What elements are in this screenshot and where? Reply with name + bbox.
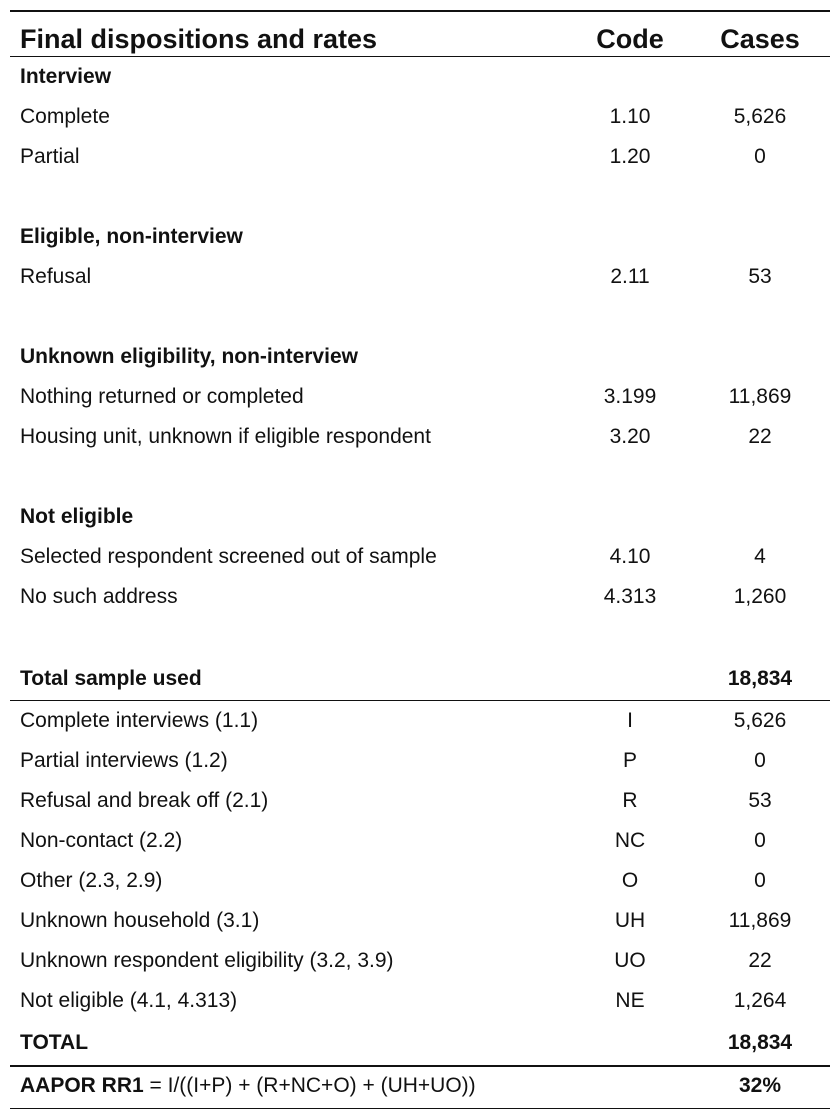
- row-code: O: [621, 869, 639, 892]
- bottom-rule: [10, 1108, 830, 1109]
- table-row: [10, 781, 830, 821]
- row-cases: 11,869: [728, 909, 792, 932]
- row-label: No such address: [20, 585, 178, 608]
- table-row: [10, 861, 830, 901]
- row-code: 3.20: [609, 425, 651, 448]
- table-row: [10, 941, 830, 981]
- row-label: Not eligible (4.1, 4.313): [20, 989, 238, 1012]
- section-title: Not eligible: [20, 505, 134, 528]
- row-code: I: [627, 709, 633, 732]
- section-title: Interview: [20, 65, 112, 88]
- row-code: P: [622, 749, 637, 772]
- row-code: NE: [615, 989, 645, 1012]
- table-header: [10, 19, 830, 59]
- row-label: Partial: [20, 145, 80, 168]
- row-label: Partial interviews (1.2): [20, 749, 228, 772]
- section-interview: [10, 57, 830, 97]
- row-cases: 1,260: [733, 585, 787, 608]
- row-cases: 0: [754, 829, 766, 852]
- row-code: 4.10: [609, 545, 651, 568]
- row-label: Housing unit, unknown if eligible respondent: [20, 425, 431, 448]
- section-eligible-non-interview: [10, 217, 830, 257]
- row-code: 1.10: [609, 105, 651, 128]
- table-row: [10, 537, 830, 577]
- total-sample-row: [10, 659, 830, 699]
- table-row: [10, 981, 830, 1021]
- rate-value: 32%: [738, 1074, 782, 1097]
- row-cases: 5,626: [733, 709, 787, 732]
- section-title: Eligible, non-interview: [20, 225, 243, 248]
- total-sample-cases: 18,834: [727, 667, 793, 690]
- table-row: [10, 821, 830, 861]
- row-label: Other (2.3, 2.9): [20, 869, 163, 892]
- row-label: Complete: [20, 105, 110, 128]
- table-row: [10, 417, 830, 457]
- row-cases: 22: [748, 425, 772, 448]
- table-row: [10, 901, 830, 941]
- table-row: [10, 257, 830, 297]
- table-row: [10, 97, 830, 137]
- header-code: Code: [596, 24, 664, 54]
- rate-formula: = I/((I+P) + (R+NC+O) + (UH+UO)): [143, 1074, 476, 1097]
- row-cases: 53: [748, 265, 772, 288]
- row-cases: 53: [748, 789, 772, 812]
- total-sample-label: Total sample used: [20, 667, 202, 690]
- rate-name: AAPOR RR1: [20, 1074, 144, 1097]
- row-cases: 0: [754, 869, 766, 892]
- rate-formula-line: [20, 1066, 476, 1106]
- table-row: [10, 741, 830, 781]
- section-not-eligible: [10, 497, 830, 537]
- section-unknown-eligibility: [10, 337, 830, 377]
- row-code: R: [622, 789, 638, 812]
- row-label: Complete interviews (1.1): [20, 709, 259, 732]
- row-code: NC: [614, 829, 646, 852]
- total-row: [10, 1023, 830, 1063]
- row-code: 3.199: [603, 385, 657, 408]
- row-label: Refusal: [20, 265, 92, 288]
- total-label: TOTAL: [20, 1031, 89, 1054]
- row-code: 2.11: [610, 265, 650, 288]
- header-cases: Cases: [720, 24, 800, 54]
- row-label: Non-contact (2.2): [20, 829, 183, 852]
- total-cases: 18,834: [727, 1031, 793, 1054]
- row-code: UH: [614, 909, 646, 932]
- table-row: [10, 137, 830, 177]
- row-cases: 1,264: [733, 989, 787, 1012]
- row-label: Nothing returned or completed: [20, 385, 304, 408]
- row-cases: 0: [754, 749, 766, 772]
- row-code: UO: [614, 949, 646, 972]
- table-row: [10, 701, 830, 741]
- header-title: Final dispositions and rates: [20, 24, 378, 54]
- row-code: 1.20: [609, 145, 651, 168]
- row-cases: 4: [754, 545, 766, 568]
- row-cases: 11,869: [728, 385, 792, 408]
- row-code: 4.313: [603, 585, 657, 608]
- row-label: Unknown household (3.1): [20, 909, 260, 932]
- row-cases: 5,626: [733, 105, 787, 128]
- table-row: [10, 577, 830, 617]
- row-cases: 22: [748, 949, 772, 972]
- section-title: Unknown eligibility, non-interview: [20, 345, 358, 368]
- row-label: Unknown respondent eligibility (3.2, 3.9): [20, 949, 394, 972]
- row-label: Refusal and break off (2.1): [20, 789, 269, 812]
- row-label: Selected respondent screened out of sample: [20, 545, 437, 568]
- row-cases: 0: [754, 145, 766, 168]
- table-row: [10, 377, 830, 417]
- top-rule: [10, 10, 830, 12]
- rate-row: [10, 1066, 830, 1106]
